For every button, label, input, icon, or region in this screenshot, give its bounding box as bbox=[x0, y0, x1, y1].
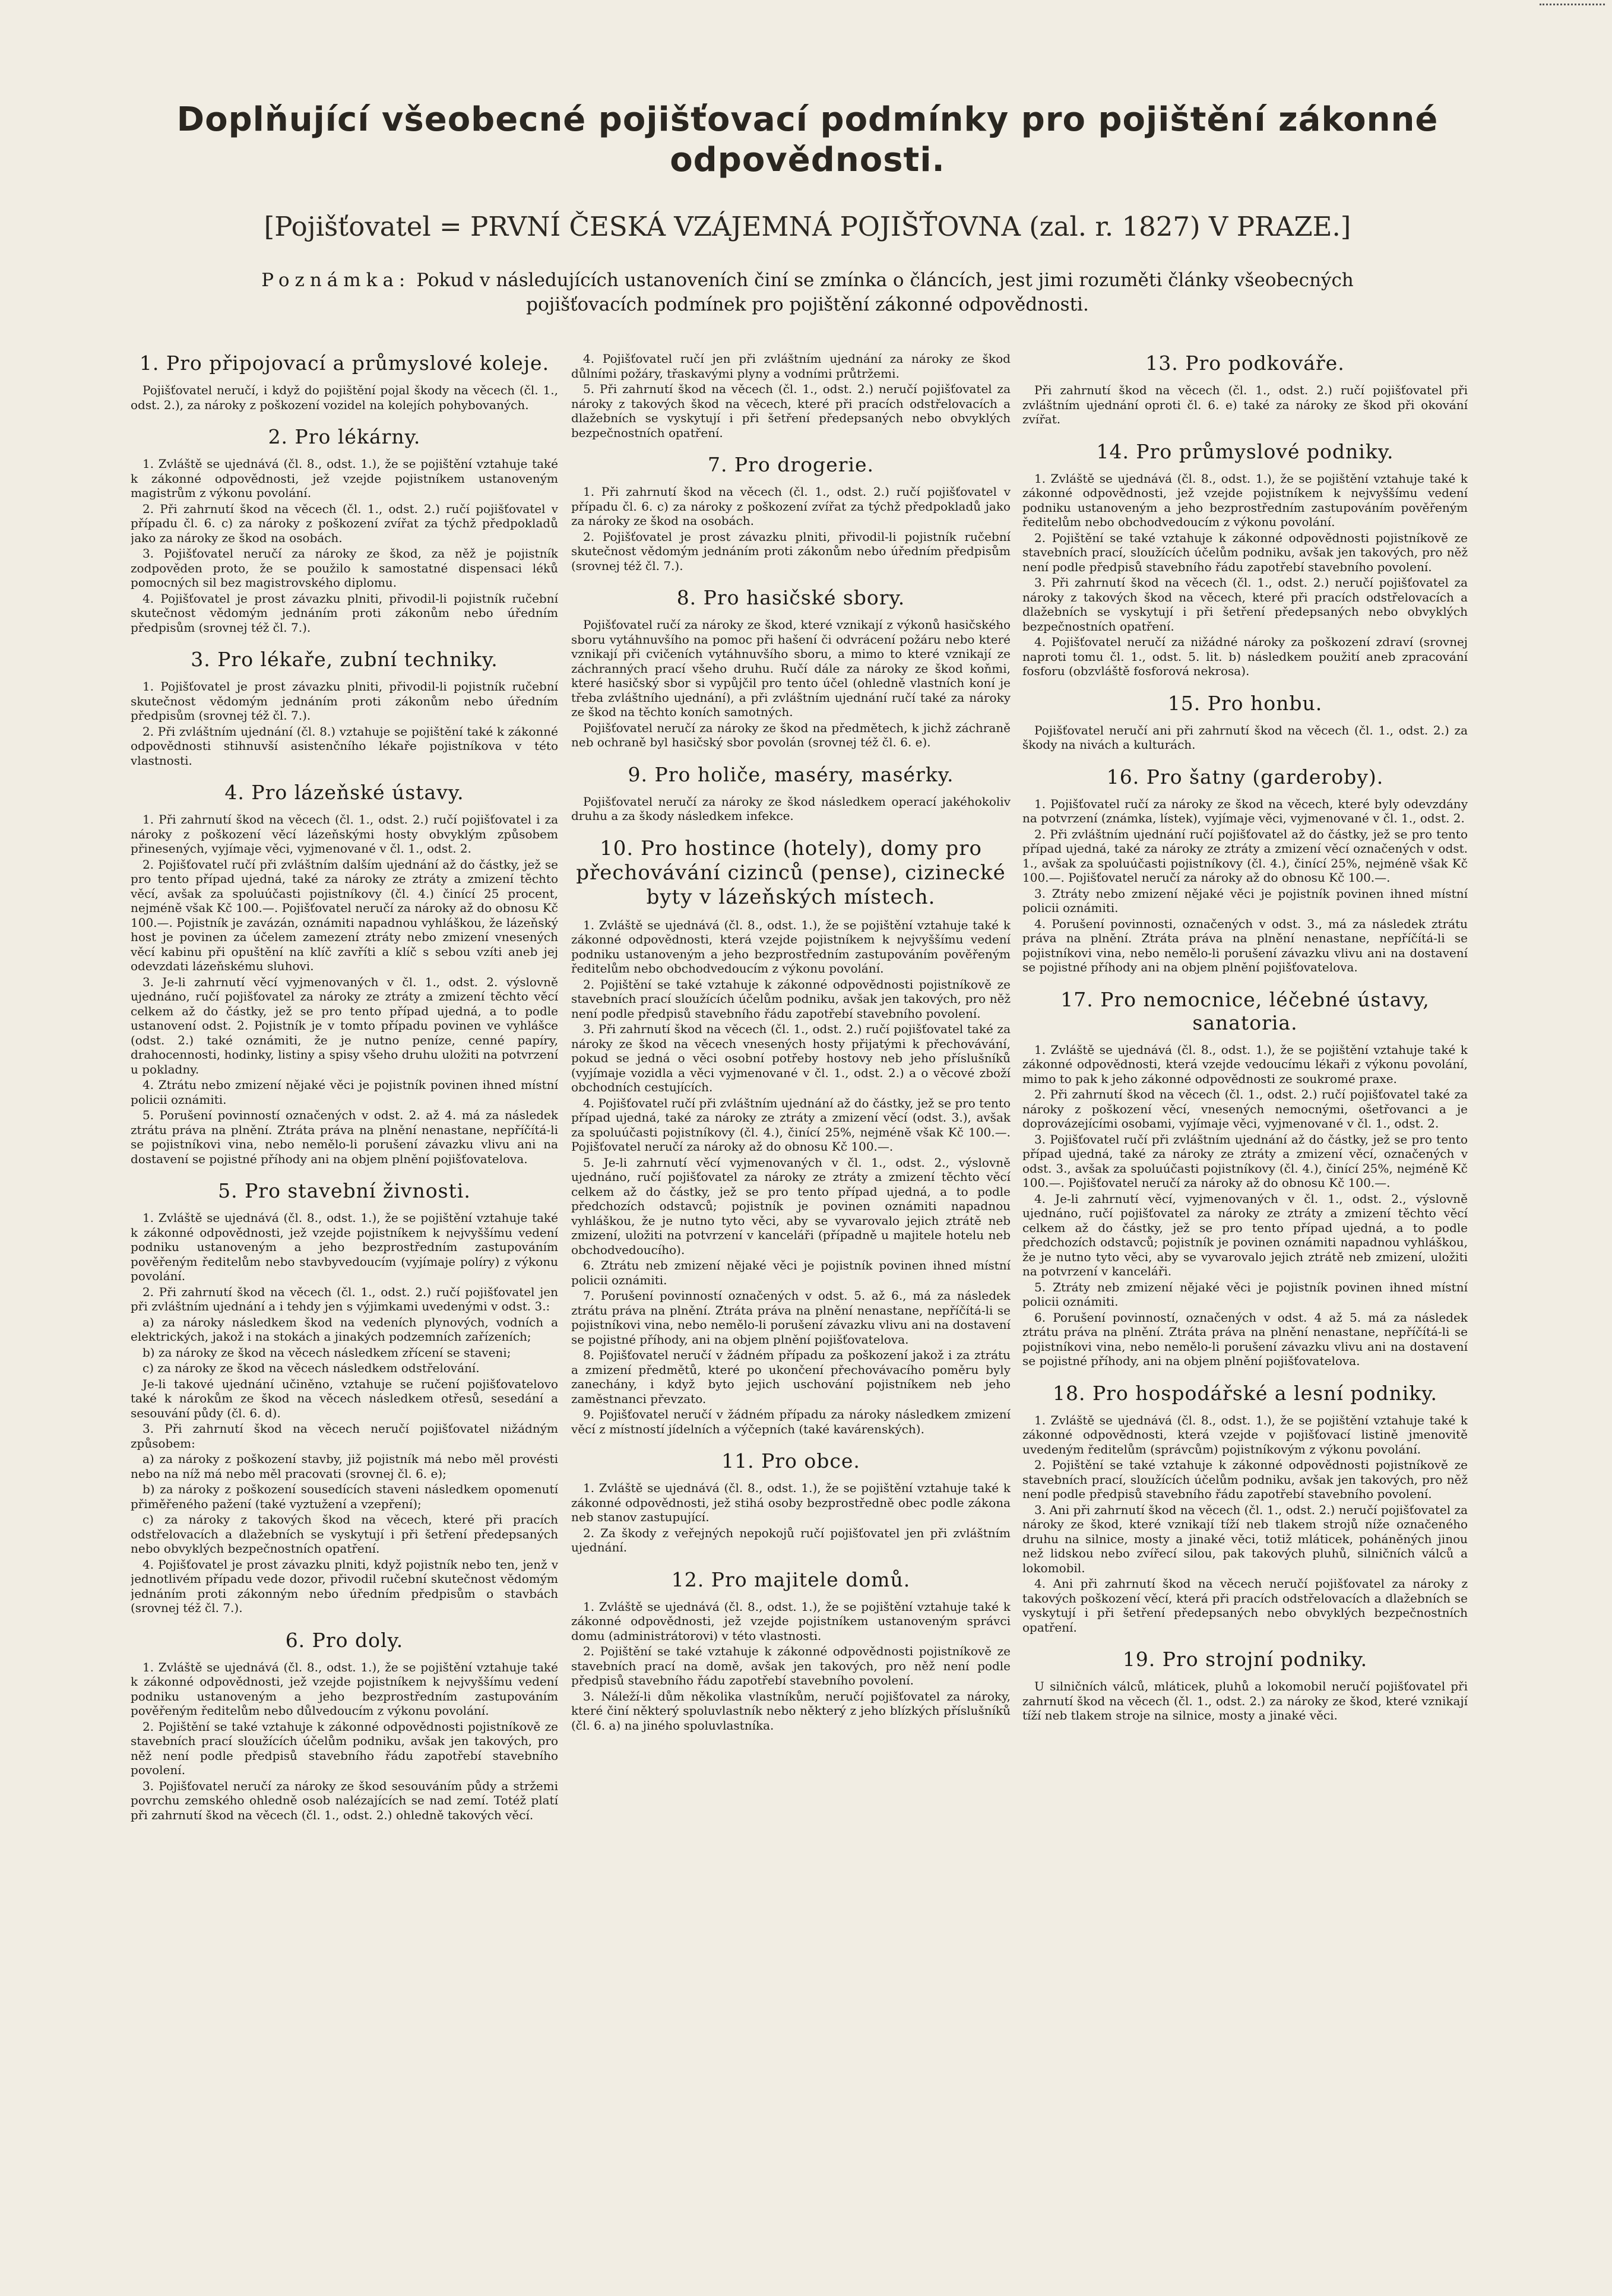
section-heading: 5. Pro stavební živnosti. bbox=[218, 1179, 471, 1202]
clause-paragraph: a) za nároky následkem škod na vedeních plynových, vodních a elektrických, jakož i na stokách a jinakých podzemních zařízeních; bbox=[131, 1315, 558, 1344]
section-heading: 12. Pro majitele domů. bbox=[671, 1567, 911, 1591]
clause-paragraph: 3. Ztráty nebo zmizení nějaké věci je pojistník povinen ihned místní policii oznámiti. bbox=[1022, 886, 1468, 915]
clause-paragraph: 3. Ani při zahrnutí škod na věcech (čl. 1., odst. 2.) neručí pojišťovatel za nároky ze škod, které vznikají tíží neb tlakem strojů níže označeného druhu na silnice, mosty a jinaké věci, totiž mláticek, poháněných jinou než lidskou nebo zvířecí silou, pak takových pluhů, silničních válců a lokomobil. bbox=[1022, 1502, 1468, 1575]
clause-paragraph: 2. Při zvláštním ujednání (čl. 8.) vztahuje se pojištění také k zákonné odpovědnosti stihnuvší asistenčního lékaře pojistníkova v této vlastnosti. bbox=[131, 724, 558, 768]
section-heading: 17. Pro nemocnice, léčebné ústavy, sanatoria. bbox=[1060, 987, 1430, 1034]
clause-paragraph: 1. Pojišťovatel je prost závazku plniti, přivodil-li pojistník ručební skutečnost vědomým jednáním proti zákonům nebo úředním předpisům (srovnej též čl. 7.). bbox=[131, 679, 558, 723]
clause-paragraph: 5. Je-li zahrnutí věcí vyjmenovaných v čl. 1., odst. 2., výslovně ujednáno, ručí pojišťovatel za nároky ze ztráty a zmizení těchto věcí celkem až do částky, jež se pro tento případ ujedná, a to podle předchozích odstavců; pojistník je povinen oznámiti napadnou vyhláškou, že je nutno tyto věci, aby se vyvarovalo jejich ztrátě neb zmizení, uložiti na potvrzení v kanceláři (případně u majitele hotelu neb obchodvedoucího). bbox=[571, 1155, 1011, 1257]
section-heading: 3. Pro lékaře, zubní techniky. bbox=[191, 648, 498, 671]
clause-paragraph: Pojišťovatel ručí za nároky ze škod, které vznikají z výkonů hasičského sboru vytáhnuvšího na pomoc při hašení či odvrácení požáru nebo které vznikají při cvičeních vytáhnuvšího sboru, a mimo to které vznikají ze záchranných prací všeho druhu. Ručí dále za nároky ze škod koňmi, které hasičský sbor si vypůjčil pro tento účel (ohledně vlastních koní je třeba zvláštního ujednání), a při zvláštním ujednání ručí také za nároky ze škod na těchto koních samotných. bbox=[571, 617, 1011, 719]
section-heading: 13. Pro podkováře. bbox=[1145, 351, 1345, 375]
insurer-line: [Pojišťovatel = PRVNÍ ČESKÁ VZÁJEMNÁ POJIŠŤOVNA (zal. r. 1827) V PRAZE.] bbox=[264, 211, 1351, 242]
clause-paragraph: 4. Pojišťovatel je prost závazku plniti, přivodil-li pojistník ručební skutečnost vědomým jednáním proti zákonům nebo úředním předpisům (srovnej též čl. 7.). bbox=[131, 591, 558, 635]
section-heading: 14. Pro průmyslové podniky. bbox=[1096, 439, 1394, 463]
note-text: Pokud v následujících ustanoveních činí se zmínka o článcích, jest jimi rozuměti články všeobecných pojišťovacích podmínek pro pojištění zákonné odpovědnosti. bbox=[416, 270, 1354, 315]
clause-paragraph: 4. Ztrátu nebo zmizení nějaké věci je pojistník povinen ihned místní policii oznámiti. bbox=[131, 1078, 558, 1107]
clause-paragraph: 2. Pojištění se také vztahuje k zákonné odpovědnosti pojistníkově ze stavebních prací na domě, avšak jen takových, pro něž není podle předpisů stavebního řádu zapotřebí stavebního povolení. bbox=[571, 1644, 1011, 1687]
clause-paragraph: 4. Ani při zahrnutí škod na věcech neručí pojišťovatel za nároky z takových poškození věcí, která při pracích odstřelovacích a dlažebních se vyskytují i při šetření předepsaných nebo obvyklých bezpečnostních opatření. bbox=[1022, 1576, 1468, 1635]
clause-paragraph: 2. Při zvláštním ujednání ručí pojišťovatel až do částky, jež se pro tento případ ujedná, také za nároky ze ztráty a zmizení věcí označených v odst. 1., avšak za spoluúčasti pojistníkovy (čl. 4.), činící 25%, nejméně však Kč 100.—. Pojišťovatel neručí za nároky až do obnosu Kč 100.—. bbox=[1022, 826, 1468, 885]
section-heading: 19. Pro strojní podniky. bbox=[1122, 1648, 1368, 1671]
clause-paragraph: 6. Ztrátu neb zmizení nějaké věci je pojistník povinen ihned místní policii oznámiti. bbox=[571, 1258, 1011, 1287]
dotted-edge-mark bbox=[1540, 4, 1605, 5]
clause-paragraph: 1. Zvláště se ujednává (čl. 8., odst. 1.), že se pojištění vztahuje také k zákonné odpovědnosti, jež vzejde pojistníkem ustanoveným správci domu (administrátorovi) v této vlastnosti. bbox=[571, 1599, 1011, 1643]
clause-paragraph: 1. Zvláště se ujednává (čl. 8., odst. 1.), že se pojištění vztahuje také k zákonné odpovědnosti, jež vzejde pojistníkem k nejvyššímu vedení podniku ustanoveným a jeho bezprostředním zastupováním pověřeným ředitelům nebo důlvedoucím z výkonu povolání. bbox=[131, 1660, 558, 1718]
clause-paragraph: 4. Pojišťovatel neručí za nižádné nároky za poškození zdraví (srovnej naproti tomu čl. 1., odst. 5. lit. b) následkem použití aneb zpracování fosforu (obzvláště fosforová nekrosa). bbox=[1022, 635, 1468, 678]
clause-paragraph: 2. Při zahrnutí škod na věcech (čl. 1., odst. 2.) ručí pojišťovatel také za nároky z poškození věcí, vnesených nemocnými, ošetřovanci a je doprovázejícími osobami, vyjímaje věci, vyjmenované v čl. 1., odst. 2. bbox=[1022, 1087, 1468, 1130]
clause-paragraph: 5. Při zahrnutí škod na věcech (čl. 1., odst. 2.) neručí pojišťovatel za nároky z takových škod na věcech, které při pracích odstřelovacích a dlažebních se vyskytují i při šetření předepsaných nebo obvyklých bezpečnostních opatření. bbox=[571, 382, 1011, 440]
section-heading: 18. Pro hospodářské a lesní podniky. bbox=[1052, 1381, 1438, 1405]
section-heading: 8. Pro hasičské sbory. bbox=[676, 586, 905, 609]
clause-paragraph: a) za nároky z poškození stavby, již pojistník má nebo měl provésti nebo na níž má nebo měl pracovati (srovnej čl. 6. e); bbox=[131, 1452, 558, 1481]
clause-paragraph: b) za nároky z poškození sousedících staveni následkem opomenutí přiměřeného pažení (také vyztužení a vzepření); bbox=[131, 1482, 558, 1511]
section-heading: 4. Pro lázeňské ústavy. bbox=[224, 781, 464, 804]
clause-paragraph: 2. Při zahrnutí škod na věcech (čl. 1., odst. 2.) ručí pojišťovatel jen při zvláštním ujednání a i tehdy jen s výjimkami uvedenými v odst. 3.: bbox=[131, 1284, 558, 1313]
clause-paragraph: 2. Pojištění se také vztahuje k zákonné odpovědnosti pojistníkově ze stavebních prací sloužících účelům podniku, avšak jen takových, pro něž není podle předpisů stavebního řádu zapotřebí stavebního povolení. bbox=[131, 1719, 558, 1777]
clause-paragraph: c) za nároky z takových škod na věcech, které při pracích odstřelovacích a dlažebních se vyskytují i při šetření předepsaných nebo obvyklých bezpečnostních opatření. bbox=[131, 1512, 558, 1556]
clause-paragraph: 1. Zvláště se ujednává (čl. 8., odst. 1.), že se pojištění vztahuje také k zákonné odpovědnosti, jež vzejde pojistníkem ustanoveným magistrům z výkonu povolání. bbox=[131, 457, 558, 500]
clause-paragraph: Pojišťovatel neručí ani při zahrnutí škod na věcech (čl. 1., odst. 2.) za škody na nivách a kulturách. bbox=[1022, 723, 1468, 752]
clause-paragraph: Pojišťovatel neručí za nároky ze škod na předmětech, k jichž záchraně neb ochraně byl hasičský sbor povolán (srovnej též čl. 6. e). bbox=[571, 720, 1011, 749]
section-heading: 7. Pro drogerie. bbox=[707, 453, 875, 476]
clause-paragraph: Pojišťovatel neručí, i když do pojištění pojal škody na věcech (čl. 1., odst. 2.), za nároky z poškození vozidel na kolejích pohybovaných. bbox=[131, 383, 558, 412]
clause-paragraph: 5. Porušení povinností označených v odst. 2. až 4. má za následek ztrátu práva na plnění. Ztráta práva na plnění nenastane, nepříčítá-li se pojistníkovi vina, nebo nemělo-li porušení závazku vlivu ani na dostavení se pojistné příhody ani na objem plnění pojišťovatelova. bbox=[131, 1108, 558, 1166]
clause-paragraph: 7. Porušení povinností označených v odst. 5. až 6., má za následek ztrátu práva na plnění. Ztráta práva na plnění nenastane, nepříčítá-li se pojistníkovi vina, nebo nemělo-li porušení závazku vlivu ani na dostavení se pojistné příhody, ani na objem plnění pojišťovatelova. bbox=[571, 1288, 1011, 1347]
clause-paragraph: 4. Pojišťovatel ručí při zvláštním ujednání až do částky, jež se pro tento případ ujedná, také za nároky ze ztráty a zmizení věcí (odst. 3.), avšak za spoluúčasti pojistníkovy (čl. 4.), činící 25%, nejméně však Kč 100.—. Pojišťovatel neručí za nároky až do obnosu Kč 100.—. bbox=[571, 1095, 1011, 1154]
clause-paragraph: 2. Pojišťovatel je prost závazku plniti, přivodil-li pojistník ručební skutečnost vědomým jednáním proti zákonům nebo úředním předpisům (srovnej též čl. 7.). bbox=[571, 529, 1011, 573]
clause-paragraph: 1. Zvláště se ujednává (čl. 8., odst. 1.), že se pojištění vztahuje také k zákonné odpovědnosti, jež stihá osoby bezprostředně obec podle zákona neb stanov zastupující. bbox=[571, 1481, 1011, 1524]
clause-paragraph: 3. Při zahrnutí škod na věcech (čl. 1., odst. 2.) neručí pojišťovatel za nároky z takových škod na věcech, které při pracích odstřelovacích a dlažebních se vyskytují i při šetření předepsaných nebo obvyklých bezpečnostních opatření. bbox=[1022, 575, 1468, 634]
clause-paragraph: 1. Při zahrnutí škod na věcech (čl. 1., odst. 2.) ručí pojišťovatel v případu čl. 6. c) za nároky z poškození zvířat za týchž předpokladů jako za nároky ze škod na osobách. bbox=[571, 484, 1011, 528]
clause-paragraph: 2. Pojištění se také vztahuje k zákonné odpovědnosti pojistníkově ze stavebních prací, sloužících účelům podniku, avšak jen takových, pro něž není podle předpisů stavebního řádu zapotřebí stavebního povolení. bbox=[1022, 1458, 1468, 1501]
section-heading: 10. Pro hostince (hotely), domy pro přechovávání cizinců (pense), cizinecké byty v lázeňských místech. bbox=[576, 836, 1006, 909]
clause-paragraph: 3. Při zahrnutí škod na věcech (čl. 1., odst. 2.) ručí pojišťovatel také za nároky ze škod na věcech vnesených hosty přijatými k přechovávání, pokud se jedná o věci osobní potřeby hostovy neb jeho příslušníků (vyjímaje vozidla a věci vyjmenované v čl. 1., odst. 2.) a o věcové zboží obchodních cestujících. bbox=[571, 1022, 1011, 1094]
clause-paragraph: 2. Za škody z veřejných nepokojů ručí pojišťovatel jen při zvláštním ujednání. bbox=[571, 1525, 1011, 1554]
clause-paragraph: 4. Pojišťovatel je prost závazku plniti, když pojistník nebo ten, jenž v jednotlivém případu vede dozor, přivodil ručební skutečnost vědomým jednáním proti zákonným nebo úředním předpisům o stavbách (srovnej též čl. 7.). bbox=[131, 1557, 558, 1615]
clause-paragraph: Při zahrnutí škod na věcech (čl. 1., odst. 2.) ručí pojišťovatel při zvláštním ujednání oproti čl. 6. e) také za nároky ze škod při okování zvířat. bbox=[1022, 383, 1468, 426]
clause-paragraph: 1. Při zahrnutí škod na věcech (čl. 1., odst. 2.) ručí pojišťovatel i za nároky z poškození věcí lázeňskými hosty obvyklým způsobem přinesených, vyjímaje věci, vyjmenované v čl. 1., odst. 2. bbox=[131, 812, 558, 856]
clause-paragraph: 1. Zvláště se ujednává (čl. 8., odst. 1.), že se pojištění vztahuje také k zákonné odpovědnosti, jež vzejde pojistníkem k nejvyššímu vedení podniku ustanoveným a jeho bezprostředním zastupováním pověřeným ředitelům nebo stavbyvedoucím (vyjímaje políry) z výkonu povolání. bbox=[131, 1211, 558, 1283]
section-heading: 1. Pro připojovací a průmyslové koleje. bbox=[139, 351, 550, 375]
clause-paragraph: 4. Porušení povinnosti, označených v odst. 3., má za následek ztrátu práva na plnění. Ztráta práva na plnění nenastane, nepříčítá-li se pojistníkovi vina, nebo nemělo-li porušení závazku vlivu ani na dostavení se pojistné příhody ani na objem plnění pojišťovatelova. bbox=[1022, 916, 1468, 974]
clause-paragraph: 1. Zvláště se ujednává (čl. 8., odst. 1.), že se pojištění vztahuje také k zákonné odpovědnosti, jež vzejde pojistníkem k nejvyššímu vedení podniku ustanoveným a jeho bezprostředním zastupováním pověřeným ředitelům nebo obchodvedoucím z výkonu povolání. bbox=[1022, 471, 1468, 529]
clause-paragraph: 3. Pojišťovatel neručí za nároky ze škod, za něž je pojistník zodpověden proto, že se použilo k samostatné dispensaci léků pomocných sil bez magistrovského diplomu. bbox=[131, 546, 558, 590]
clause-paragraph: 2. Pojištění se také vztahuje k zákonné odpovědnosti pojistníkově ze stavebních prací, sloužících účelům podniku, avšak jen takových, pro něž není podle předpisů stavebního řádu zapotřebí stavebního povolení. bbox=[1022, 530, 1468, 574]
clause-paragraph: c) za nároky ze škod na věcech následkem odstřelování. bbox=[142, 1361, 480, 1375]
clause-paragraph: 2. Pojištění se také vztahuje k zákonné odpovědnosti pojistníkově ze stavebních prací sloužících účelům podniku, avšak jen takových, pro něž není podle předpisů stavebního řádu zapotřebí stavebního povolení. bbox=[571, 977, 1011, 1021]
clause-paragraph: 2. Pojišťovatel ručí při zvláštním dalším ujednání až do částky, jež se pro tento případ ujedná, také za nároky ze ztráty a zmizení těchto věcí, avšak za spoluúčasti pojistníkovy (čl. 4.) činící 25 procent, nejméně však Kč 100.—. Pojišťovatel neručí za nároky až do obnosu Kč 100.—. Pojistník je zavázán, oznámiti napadnou vyhláškou, že lázeňský host je povinen za účelem zamezení ztráty nebo zmizení vnesených věcí kabinu při opuštění na klíč zavříti a klíč s sebou vzíti aneb jej odevzdati lázeňskému sluhovi. bbox=[131, 857, 558, 973]
clause-paragraph: Pojišťovatel neručí za nároky ze škod následkem operací jakéhokoliv druhu a za škody následkem infekce. bbox=[571, 794, 1011, 823]
clause-paragraph: 3. Je-li zahrnutí věcí vyjmenovaných v čl. 1., odst. 2. výslovně ujednáno, ručí pojišťovatel za nároky ze ztráty a zmizení těchto věcí celkem až do částky, jež se pro tento případ ujedná, a to podle ustanovení odst. 2. Pojistník je v tomto případu povinen ve vyhlášce (odst. 2.) také oznámiti, že je nutno peníze, cenné papíry, drahocennosti, hodinky, listiny a spisy všeho druhu uložiti na potvrzení u pokladny. bbox=[131, 974, 558, 1076]
section-heading: 11. Pro obce. bbox=[721, 1449, 860, 1472]
clause-paragraph: U silničních válců, mláticek, pluhů a lokomobil neručí pojišťovatel při zahrnutí škod na věcech (čl. 1., odst. 2.) za nároky ze škod, které vznikají tíží neb tlakem stroje na silnice, mosty a jinaké věci. bbox=[1022, 1679, 1468, 1722]
clause-paragraph: b) za nároky ze škod na věcech následkem zřícení se staveni; bbox=[142, 1345, 511, 1360]
column-left bbox=[131, 351, 558, 2279]
column-middle bbox=[571, 351, 1011, 2279]
clause-paragraph: 9. Pojišťovatel neručí v žádném případu za nároky následkem zmizení věcí z místností jídelních a výčepních (také kavárenských). bbox=[571, 1407, 1011, 1436]
clause-paragraph: 5. Ztráty neb zmizení nějaké věci je pojistník povinen ihned místní policii oznámiti. bbox=[1022, 1280, 1468, 1309]
section-heading: 2. Pro lékárny. bbox=[268, 425, 421, 448]
section-heading: 6. Pro doly. bbox=[285, 1628, 404, 1652]
section-heading: 16. Pro šatny (garderoby). bbox=[1106, 765, 1384, 788]
note-paragraph bbox=[208, 268, 1407, 317]
clause-paragraph: 6. Porušení povinností, označených v odst. 4 až 5. má za následek ztrátu práva na plnění. Ztráta práva na plnění nenastane, nepříčítá-li se pojistníkovi vina, nebo nemělo-li porušení závazku vlivu ani na dostavení se pojistné příhody, ani na objem plnění pojišťovatelova. bbox=[1022, 1310, 1468, 1368]
section-heading: 9. Pro holiče, maséry, masérky. bbox=[628, 762, 954, 786]
section-heading: 15. Pro honbu. bbox=[1167, 691, 1323, 715]
clause-paragraph: 3. Pojišťovatel ručí při zvláštním ujednání až do částky, jež se pro tento případ ujedná, také za nároky ze ztráty a zmizení věcí, označených v odst. 3., avšak za spoluúčasti pojistníkovy (čl. 4.), činící 25%, nejméně Kč 100.—. Pojišťovatel neručí za nároky až do obnosu Kč 100.—. bbox=[1022, 1132, 1468, 1190]
clause-paragraph: 1. Zvláště se ujednává (čl. 8., odst. 1.), že se pojištění vztahuje také k zákonné odpovědnosti, která vzejde pojistníkem k nejvyššímu vedení podniku ustanoveným a jeho bezprostředním zastupováním pověřeným ředitelům nebo obchodvedoucím z výkonu povolání. bbox=[571, 917, 1011, 976]
clause-paragraph: 3. Při zahrnutí škod na věcech neručí pojišťovatel nižádným způsobem: bbox=[131, 1421, 558, 1451]
column-right bbox=[1022, 351, 1468, 2279]
clause-paragraph: 1. Zvláště se ujednává (čl. 8., odst. 1.), že se pojištění vztahuje také k zákonné odpovědnosti, která vzejde vedoucímu lékaři z výkonu povolání, mimo to pak k jeho zákonné odpovědnosti ze soukromé praxe. bbox=[1022, 1042, 1468, 1086]
clause-paragraph: 4. Je-li zahrnutí věcí, vyjmenovaných v čl. 1., odst. 2., výslovně ujednáno, ručí pojišťovatel za nároky ze ztráty a zmizení těchto věcí celkem až do částky, jež se pro tento případ ujedná, a to podle předchozích odstavců; pojistník je povinen oznámiti napadnou vyhláškou, že je nutno tyto věci, aby se vyvarovalo jejich ztrátě neb zmizení, uložiti na potvrzení v kanceláři. bbox=[1022, 1191, 1468, 1278]
document-title: Doplňující všeobecné pojišťovací podmínky pro pojištění zákonné odpovědnosti. bbox=[176, 100, 1439, 179]
clause-paragraph: 1. Pojišťovatel ručí za nároky ze škod na věcech, které byly odevzdány na potvrzení (známka, lístek), vyjímaje věci, vyjmenované v čl. 1., odst. 2. bbox=[1022, 796, 1468, 825]
clause-paragraph: Je-li takové ujednání učiněno, vztahuje se ručení pojišťovatelovo také k nárokům ze škod na věcech následkem otřesů, sesedání a sesouvání půdy (čl. 6. d). bbox=[131, 1376, 558, 1420]
clause-paragraph: 8. Pojišťovatel neručí v žádném případu za poškození jakož i za ztrátu a zmizení předmětů, které po ukončení přechovávacího poměru byly zanechány, i když byto jejich uschování pojistníkem neb jeho zaměstnanci převzato. bbox=[571, 1348, 1011, 1406]
clause-paragraph: 3. Pojišťovatel neručí za nároky ze škod sesouváním půdy a stržemi povrchu zemského ohledně osob nalézajících se nad zemí. Totéž platí při zahrnutí škod na věcech (čl. 1., odst. 2.) ohledně takových věcí. bbox=[131, 1778, 558, 1822]
clause-paragraph: 3. Náleží-li dům několika vlastníkům, neručí pojišťovatel za nároky, které činí některý spoluvlastník nebo některý z jeho blízkých příslušníků (čl. 6. a) na jiného spoluvlastníka. bbox=[571, 1689, 1011, 1733]
clause-paragraph: 4. Pojišťovatel ručí jen při zvláštním ujednání za nároky ze škod důlními požáry, třaskavými plyny a vodními průtržemi. bbox=[571, 351, 1011, 381]
clause-paragraph: 1. Zvláště se ujednává (čl. 8., odst. 1.), že se pojištění vztahuje také k zákonné odpovědnosti, která vzejde v pojišťovací listině jmenovitě uvedeným ředitelům (správcům) pojistníkovým z výkonu povolání. bbox=[1022, 1413, 1468, 1456]
note-label: Poznámka: bbox=[261, 270, 411, 291]
clause-paragraph: 2. Při zahrnutí škod na věcech (čl. 1., odst. 2.) ručí pojišťovatel v případu čl. 6. c) za nároky z poškození zvířat za týchž předpokladů jako za nároky ze škod na osobách. bbox=[131, 501, 558, 545]
